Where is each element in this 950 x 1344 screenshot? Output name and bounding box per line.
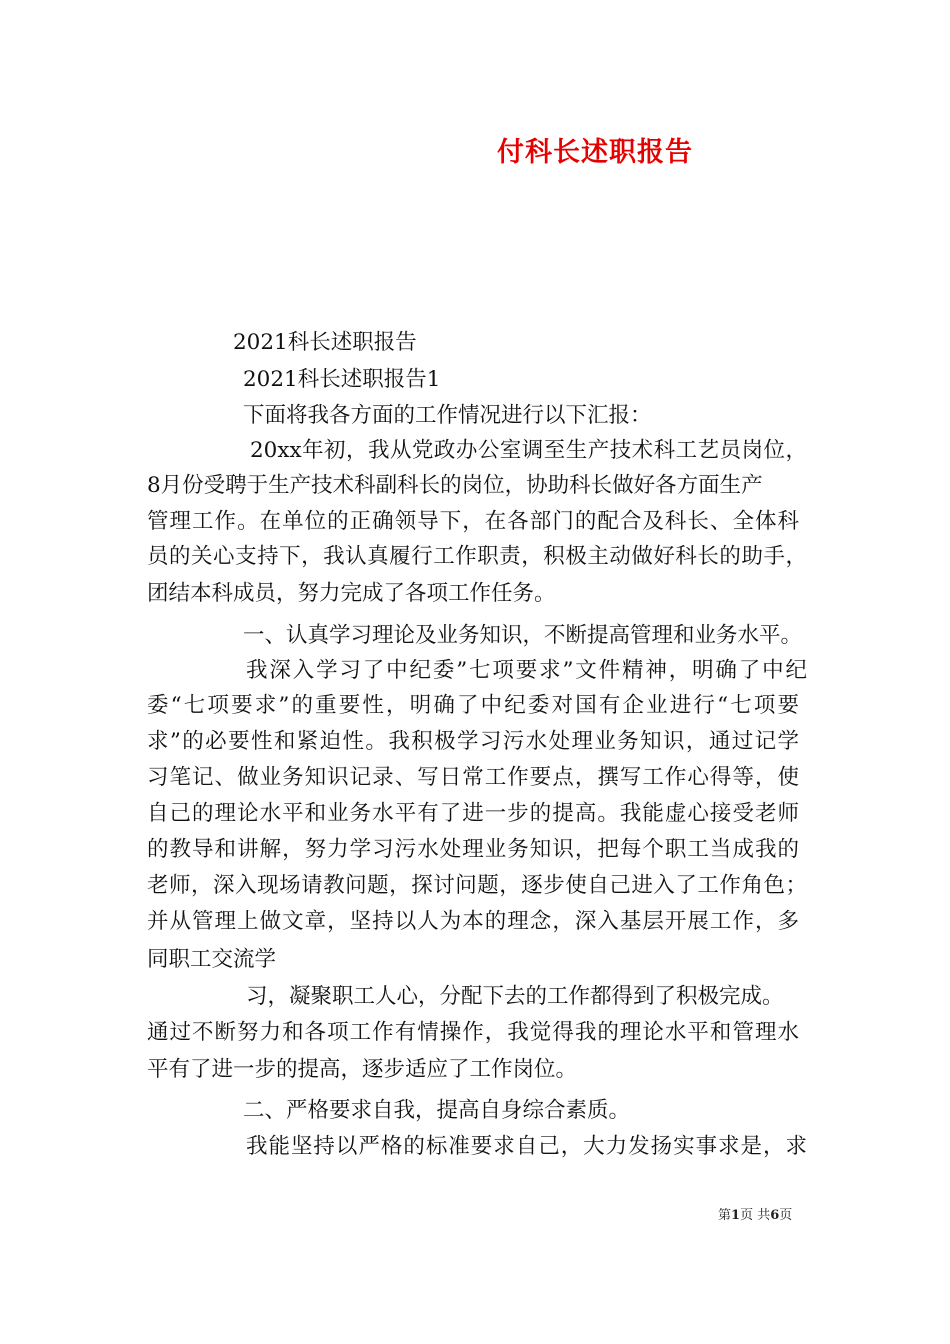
body-line: 20xx年初，我从党政办公室调至生产技术科工艺员岗位， <box>250 438 807 463</box>
body-line: 委“七项要求”的重要性，明确了中纪委对国有企业进行“七项要 <box>147 693 799 718</box>
body-line: 并从管理上做文章，坚持以人为本的理念，深入基层开展工作，多 <box>147 909 799 934</box>
body-line: 员的关心支持下，我认真履行工作职责，积极主动做好科长的助手， <box>147 544 807 569</box>
body-line: 下面将我各方面的工作情况进行以下汇报： <box>243 403 652 428</box>
body-line: 求”的必要性和紧迫性。我积极学习污水处理业务知识，通过记学 <box>147 729 799 754</box>
heading-line: 二、严格要求自我，提高自身综合素质。 <box>243 1098 631 1123</box>
footer-suffix: 页 <box>779 1208 793 1223</box>
body-line: 管理工作。在单位的正确领导下，在各部门的配合及科长、全体科 <box>147 509 799 534</box>
document-title: 付科长述职报告 <box>497 137 693 168</box>
body-line: 我能坚持以严格的标准要求自己，大力发扬实事求是，求 <box>246 1134 807 1159</box>
page-footer <box>718 1204 792 1223</box>
footer-prefix: 第 <box>718 1208 732 1223</box>
current-page-number: 1 <box>731 1208 741 1223</box>
total-pages-number: 6 <box>770 1208 780 1223</box>
body-line: 的教导和讲解，努力学习污水处理业务知识，把每个职工当成我的 <box>147 837 799 862</box>
body-line: 习笔记、做业务知识记录、写日常工作要点，撰写工作心得等，使 <box>147 765 799 790</box>
body-line: 习，凝聚职工人心，分配下去的工作都得到了积极完成。 <box>246 984 784 1009</box>
body-line: 平有了进一步的提高，逐步适应了工作岗位。 <box>147 1057 578 1082</box>
body-line: 团结本科成员，努力完成了各项工作任务。 <box>147 581 556 606</box>
body-line: 老师，深入现场请教问题，探讨问题，逐步使自己进入了工作角色； <box>147 873 807 898</box>
footer-middle: 页 共 <box>740 1208 771 1223</box>
body-line: 同职工交流学 <box>147 947 277 972</box>
body-line: 8月份受聘于生产技术科副科长的岗位，协助科长做好各方面生产 <box>147 473 763 498</box>
body-line: 自己的理论水平和业务水平有了进一步的提高。我能虚心接受老师 <box>147 801 799 826</box>
body-line: 通过不断努力和各项工作有情操作，我觉得我的理论水平和管理水 <box>147 1020 799 1045</box>
heading-line: 一、认真学习理论及业务知识，不断提高管理和业务水平。 <box>243 623 803 648</box>
body-line: 我深入学习了中纪委”七项要求”文件精神，明确了中纪 <box>246 658 807 683</box>
subtitle-line: 2021科长述职报告 <box>233 330 417 355</box>
section-heading: 2021科长述职报告1 <box>243 367 441 392</box>
